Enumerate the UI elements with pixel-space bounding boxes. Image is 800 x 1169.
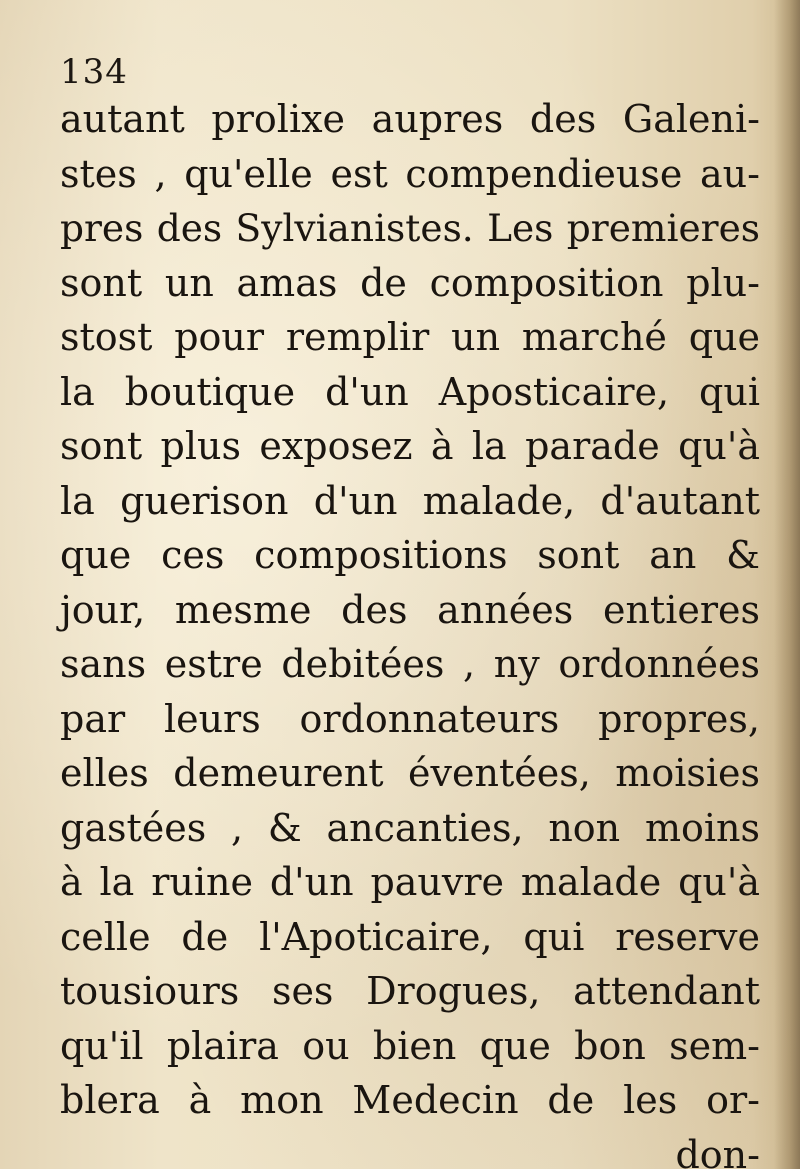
text-line: pres des Sylvianistes. Les premieres bbox=[60, 206, 760, 250]
text-line: la guerison d'un malade, d'autant bbox=[60, 478, 760, 523]
text-line: tousiours ses Drogues, attendant bbox=[60, 969, 760, 1013]
page-gutter-shadow bbox=[774, 0, 800, 1169]
text-line: stes , qu'elle est compendieuse au- bbox=[60, 151, 760, 196]
text-line: que ces compositions sont an & bbox=[60, 533, 760, 577]
text-line: à la ruine d'un pauvre malade qu'à bbox=[60, 860, 760, 904]
page-text bbox=[60, 92, 760, 1169]
text-line: celle de l'Apoticaire, qui reserve bbox=[60, 914, 760, 959]
catchword: don- bbox=[675, 1132, 760, 1169]
text-line: par leurs ordonnateurs propres, bbox=[60, 696, 760, 741]
page-number: 134 bbox=[60, 52, 128, 92]
text-line: gastées , & ancanties, non moins bbox=[60, 805, 760, 850]
text-line: elles demeurent éventées, moisies bbox=[60, 751, 760, 795]
text-line: sont un amas de composition plu- bbox=[60, 260, 760, 305]
text-line: sont plus exposez à la parade qu'à bbox=[60, 424, 760, 468]
text-line: qu'il plaira ou bien que bon sem- bbox=[60, 1023, 760, 1068]
text-line: blera à mon Medecin de les or- bbox=[60, 1078, 760, 1122]
text-line: jour, mesme des années entieres bbox=[60, 587, 760, 632]
text-line: la boutique d'un Aposticaire, qui bbox=[60, 369, 760, 414]
text-line: sans estre debitées , ny ordonnées bbox=[60, 642, 760, 686]
text-line: stost pour remplir un marché que bbox=[60, 315, 760, 359]
text-line: autant prolixe aupres des Galeni- bbox=[60, 97, 760, 141]
